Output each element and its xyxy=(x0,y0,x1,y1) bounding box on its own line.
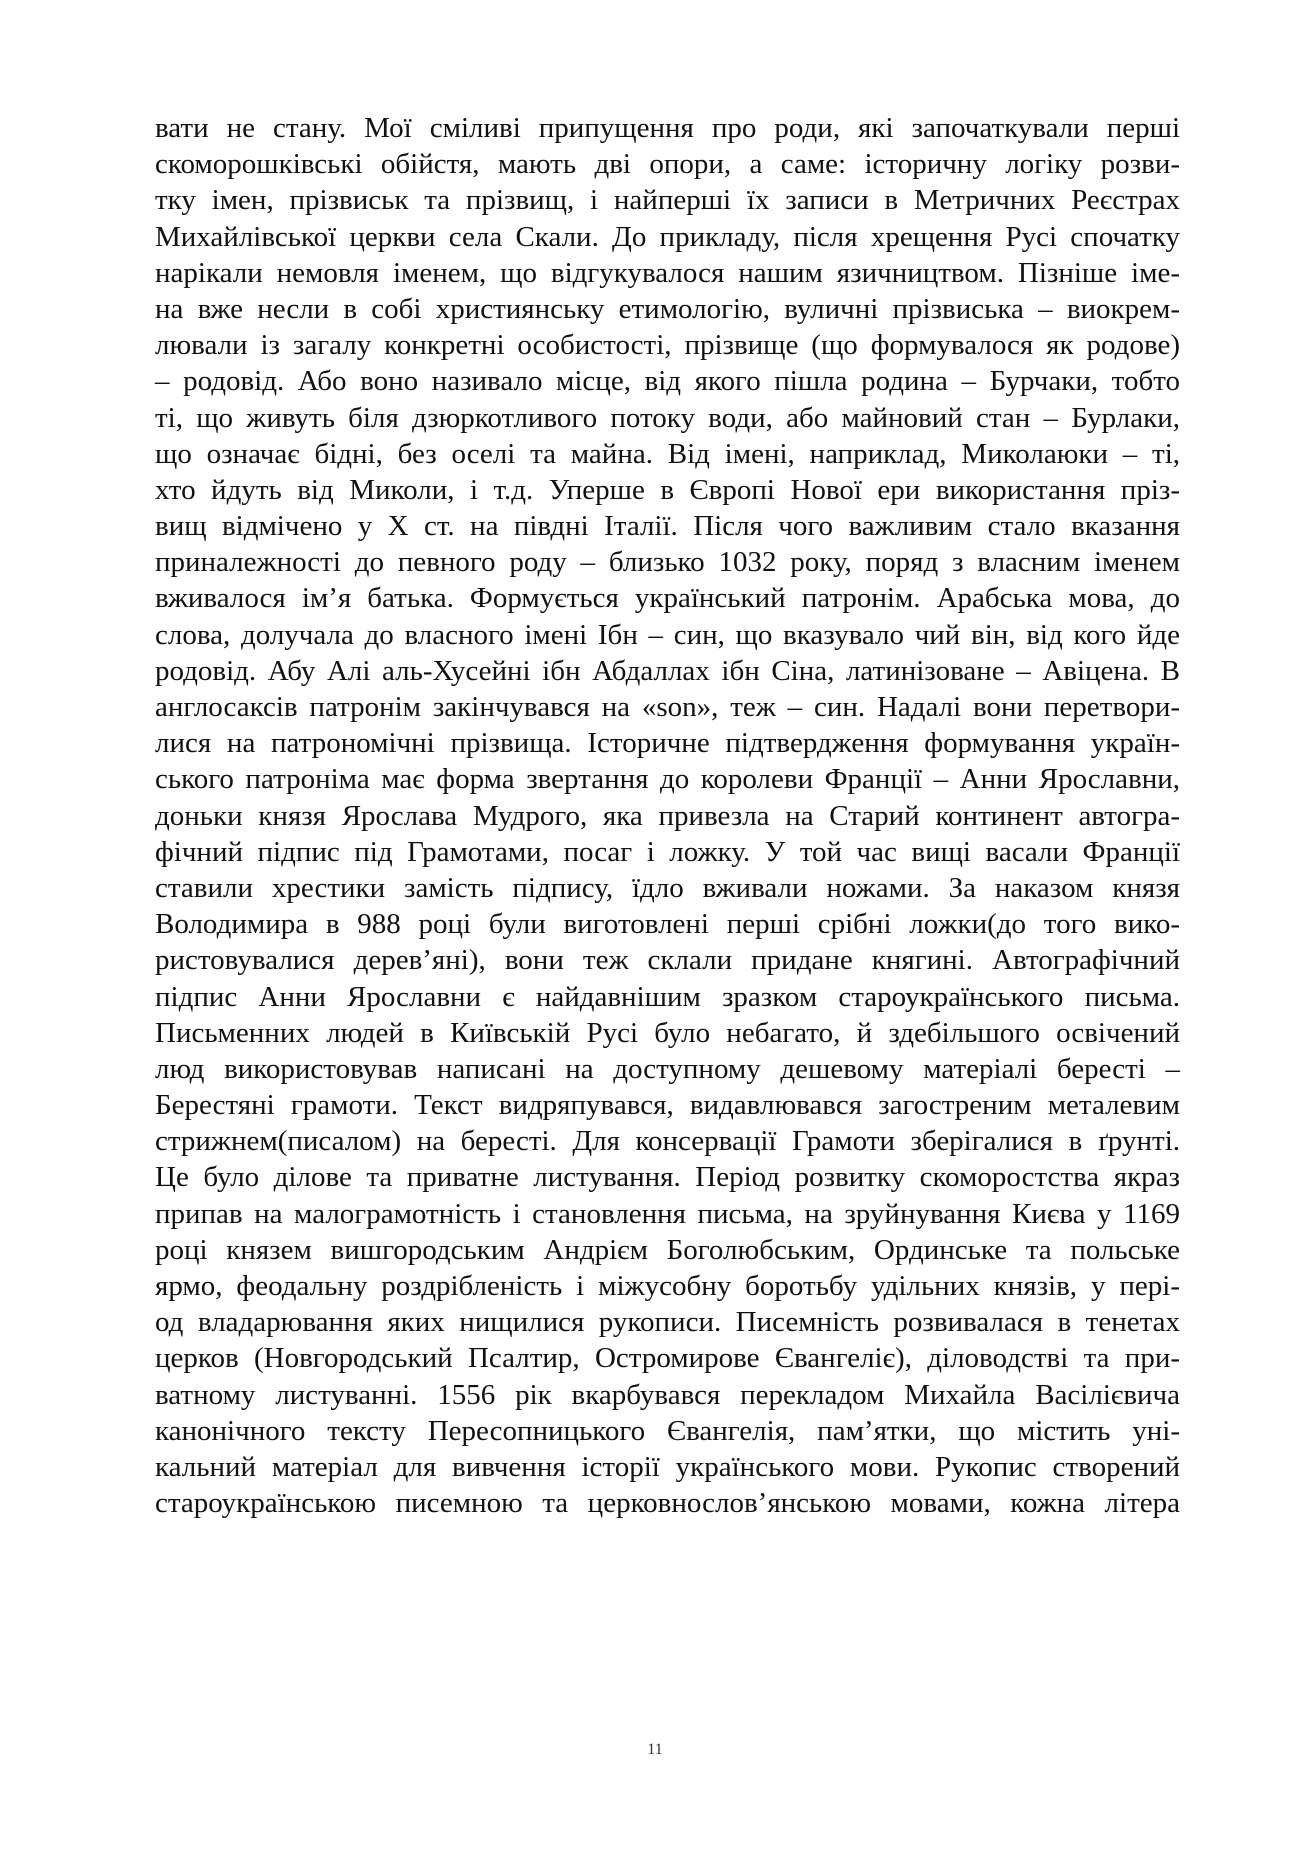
body-line: ватному листуванні. 1556 рік вкарбувався перекладом Михайла Васілієвича xyxy=(155,1378,1180,1411)
body-line: приналежності до певного роду – близько 1032 року, поряд з власним іменем xyxy=(155,546,1180,579)
body-line: вищ відмічено у Х ст. на півдні Італії. Після чого важливим стало вказання xyxy=(155,510,1180,543)
body-line: підпис Анни Ярославни є найдавнішим зразком староукраїнського письма. xyxy=(155,980,1180,1013)
body-line: нарікали немовля іменем, що відгукувалося нашим язичництвом. Пізніше іме- xyxy=(155,256,1180,289)
body-line: фічний підпис під Грамотами, посаг і ложку. У той час вищі васали Франції xyxy=(155,835,1180,868)
body-line: доньки князя Ярослава Мудрого, яка привезла на Старий континент автогра- xyxy=(155,799,1180,832)
body-line: слова, долучала до власного імені Ібн – син, що вказувало чий він, від кого йде xyxy=(155,618,1180,651)
body-line: хто йдуть від Миколи, і т.д. Уперше в Європі Нової ери використання пріз- xyxy=(155,473,1180,506)
body-line: на вже несли в собі християнську етимологію, вуличні прізвиська – виокрем- xyxy=(155,292,1180,325)
body-line: церков (Новгородський Псалтир, Остромирове Євангеліє), діловодстві та при- xyxy=(155,1342,1180,1375)
body-line: році князем вишгородським Андрієм Боголюбським, Ординське та польське xyxy=(155,1233,1180,1266)
body-line: лися на патрономічні прізвища. Історичне підтвердження формування україн- xyxy=(155,727,1180,760)
body-line: родовід. Абу Алі аль-Хусейні ібн Абдаллах ібн Сіна, латинізоване – Авіцена. В xyxy=(155,654,1180,687)
body-line: вати не стану. Мої сміливі припущення про роди, які започаткували перші xyxy=(155,112,1180,144)
body-line: англосаксів патронім закінчувався на «son», теж – син. Надалі вони перетвори- xyxy=(155,691,1180,723)
body-line: скоморошківські обійстя, мають дві опори, а саме: історичну логіку розви- xyxy=(155,148,1180,181)
body-line: ставили хрестики замість підпису, їдло вживали ножами. За наказом князя xyxy=(155,871,1180,904)
body-line: припав на малограмотність і становлення письма, на зруйнування Києва у 1169 xyxy=(155,1197,1180,1230)
body-line: – родовід. Або воно називало місце, від якого пішла родина – Бурчаки, тобто xyxy=(155,365,1180,398)
body-line: вживалося ім’я батька. Формується український патронім. Арабська мова, до xyxy=(155,582,1180,615)
body-line: од владарювання яких нищилися рукописи. Писемність розвивалася в тенетах xyxy=(155,1306,1180,1339)
body-line: що означає бідні, без оселі та майна. Від імені, наприклад, Миколаюки – ті, xyxy=(155,437,1180,470)
body-line: тку імен, прізвиськ та прізвищ, і найперші їх записи в Метричних Реєстрах xyxy=(155,184,1180,217)
body-line: Михайлівської церкви села Скали. До прикладу, після хрещення Русі спочатку xyxy=(155,220,1180,253)
body-line: ті, що живуть біля дзюркотливого потоку води, або майновий стан – Бурлаки, xyxy=(155,401,1180,434)
body-line: Письменних людей в Київській Русі було небагато, й здебільшого освічений xyxy=(155,1016,1180,1049)
body-line: Це було ділове та приватне листування. Період розвитку скоморостства якраз xyxy=(155,1161,1180,1194)
body-line: люд використовував написані на доступному дешевому матеріалі бересті – xyxy=(155,1052,1180,1085)
body-text xyxy=(155,110,1180,1521)
body-line: ського патроніма має форма звертання до королеви Франції – Анни Ярославни, xyxy=(155,763,1180,796)
body-line: стрижнем(писалом) на бересті. Для консервації Грамоти зберігалися в ґрунті. xyxy=(155,1125,1180,1158)
body-line: староукраїнською писемною та церковнослов’янською мовами, кожна літера xyxy=(155,1487,1180,1520)
body-line: Берестяні грамоти. Текст видряпувався, видавлювався загостреним металевим xyxy=(155,1089,1180,1122)
body-line: Володимира в 988 році були виготовлені перші срібні ложки(до того вико- xyxy=(155,908,1180,941)
body-line: лювали із загалу конкретні особистості, прізвище (що формувалося як родове) xyxy=(155,329,1180,362)
body-line: ярмо, феодальну роздрібленість і міжусобну боротьбу удільних князів, у пері- xyxy=(155,1270,1180,1302)
body-line: кальний матеріал для вивчення історії українського мови. Рукопис створений xyxy=(155,1450,1180,1483)
page-number: 11 xyxy=(647,1741,663,1758)
body-line: канонічного тексту Пересопницького Євангелія, пам’ятки, що містить уні- xyxy=(155,1414,1180,1447)
body-line: ристовувалися дерев’яні), вони теж склали придане княгині. Автографічний xyxy=(155,944,1180,977)
